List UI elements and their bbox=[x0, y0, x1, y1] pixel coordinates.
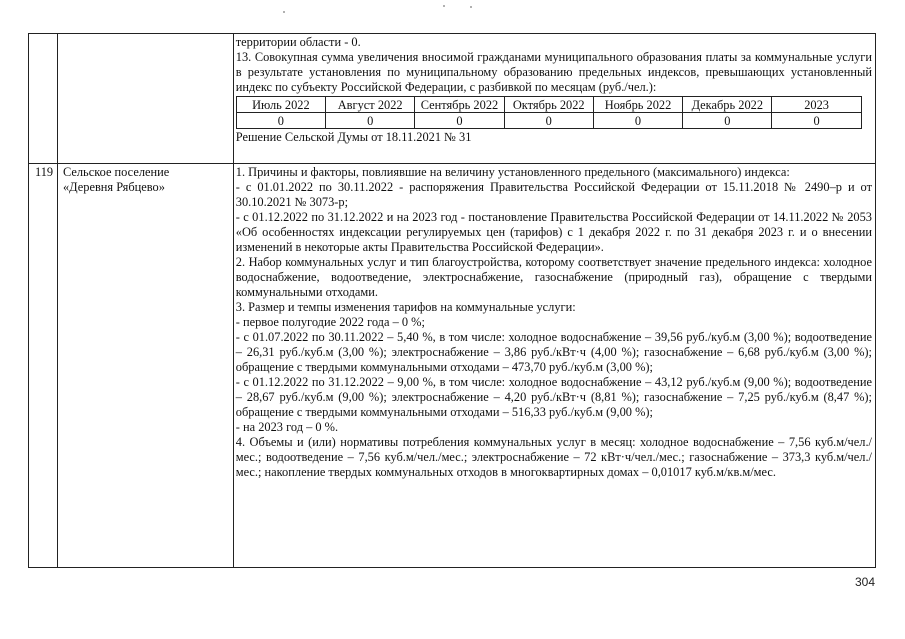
municipal-index-table bbox=[28, 33, 876, 568]
text-line: территории области - 0. bbox=[235, 35, 361, 49]
paragraph-3-item-b: - с 01.07.2022 по 30.11.2022 – 5,40 %, в том числе: холодное водоснабжение – 39,56 руб./куб.м (3,00 %); водоотведение – 26,31 руб./куб.м (3,00 %); электроснабжение – 3,86 руб./кВт·ч (4,00 %); газоснабжение – 6,68 руб./куб.м (3,00 %); обращение с твердыми коммунальными отходами – 473,70 руб./куб.м (3,00 %); bbox=[235, 330, 872, 374]
month-value: 0 bbox=[326, 113, 415, 129]
month-header: Декабрь 2022 bbox=[683, 97, 772, 113]
paragraph-3-heading: 3. Размер и темпы изменения тарифов на коммунальные услуги: bbox=[235, 300, 576, 314]
month-header: Ноябрь 2022 bbox=[593, 97, 682, 113]
row-number-cell-empty bbox=[29, 34, 58, 164]
scan-speck bbox=[470, 6, 472, 8]
page-number: 304 bbox=[855, 575, 876, 589]
month-value: 0 bbox=[683, 113, 772, 129]
row-number: 119 bbox=[29, 164, 58, 568]
month-header: Сентябрь 2022 bbox=[415, 97, 504, 113]
month-value: 0 bbox=[772, 113, 861, 129]
monthly-increase-table bbox=[236, 96, 862, 129]
month-value: 0 bbox=[593, 113, 682, 129]
settlement-name-line2: «Деревня Рябцево» bbox=[62, 180, 165, 194]
table-row-119 bbox=[29, 164, 876, 568]
row-text-cell bbox=[233, 164, 875, 568]
paragraph-1-item-a: - с 01.01.2022 по 30.11.2022 - распоряжения Правительства Российской Федерации от 15.11.2018 № 2490–р и от 30.10.2021 № 3073-р; bbox=[235, 180, 872, 209]
decision-reference: Решение Сельской Думы от 18.11.2021 № 31 bbox=[235, 130, 472, 144]
paragraph-3-item-d: - на 2023 год – 0 %. bbox=[235, 420, 339, 434]
month-header: Июль 2022 bbox=[236, 97, 325, 113]
monthly-table-value-row bbox=[236, 113, 861, 129]
month-value: 0 bbox=[504, 113, 593, 129]
month-value: 0 bbox=[236, 113, 325, 129]
text-paragraph-13: 13. Совокупная сумма увеличения вносимой гражданами муниципального образования платы за коммунальные услуги в результате установления по муниципальному образованию предельных индексов, превышающих установленный индекс по субъекту Российской Федерации, с разбивкой по месяцам (руб./чел.): bbox=[235, 50, 872, 94]
scan-speck bbox=[283, 11, 285, 13]
table-row-previous bbox=[29, 34, 876, 164]
month-header: 2023 bbox=[772, 97, 861, 113]
paragraph-2: 2. Набор коммунальных услуг и тип благоустройства, которому соответствует значение предельного индекса: холодное водоснабжение, водоотведение, электроснабжение, газоснабжение (природный газ), обращение с твердыми коммунальными отходами. bbox=[235, 255, 872, 299]
settlement-name-cell bbox=[57, 164, 233, 568]
scan-speck bbox=[443, 5, 445, 7]
row-text-cell bbox=[233, 34, 875, 164]
month-header: Август 2022 bbox=[326, 97, 415, 113]
paragraph-4: 4. Объемы и (или) нормативы потребления коммунальных услуг в месяц: холодное водоснабжение – 7,56 куб.м/чел./мес.; водоотведение – 7,56 куб.м/чел./мес.; электроснабжение – 72 кВт·ч/чел./мес.; газоснабжение – 373,3 куб.м/чел./мес.; накопление твердых коммунальных отходов в многоквартирных домах – 0,01017 куб.м/кв.м/мес. bbox=[235, 435, 872, 479]
row-name-cell-empty bbox=[57, 34, 233, 164]
paragraph-1-heading: 1. Причины и факторы, повлиявшие на величину установленного предельного (максимального) индекса: bbox=[235, 165, 790, 179]
paragraph-1-item-b: - с 01.12.2022 по 31.12.2022 и на 2023 год - постановление Правительства Российской Федерации от 14.11.2022 № 2053 «Об особенностях индексации регулируемых цен (тарифов) с 1 декабря 2022 г. по 31 декабря 2023 г. и о внесении изменений в некоторые акты Правительства Российской Федерации». bbox=[235, 210, 872, 254]
settlement-name-line1: Сельское поселение bbox=[62, 165, 170, 179]
month-header: Октябрь 2022 bbox=[504, 97, 593, 113]
month-value: 0 bbox=[415, 113, 504, 129]
paragraph-3-item-a: - первое полугодие 2022 года – 0 %; bbox=[235, 315, 425, 329]
paragraph-3-item-c: - с 01.12.2022 по 31.12.2022 – 9,00 %, в том числе: холодное водоснабжение – 43,12 руб./куб.м (9,00 %); водоотведение – 28,67 руб./куб.м (9,00 %); электроснабжение – 4,20 руб./кВт·ч (8,81 %); газоснабжение – 7,25 руб./куб.м (8,47 %); обращение с твердыми коммунальными отходами – 516,33 руб./куб.м (9,00 %); bbox=[235, 375, 872, 419]
monthly-table-header-row bbox=[236, 97, 861, 113]
